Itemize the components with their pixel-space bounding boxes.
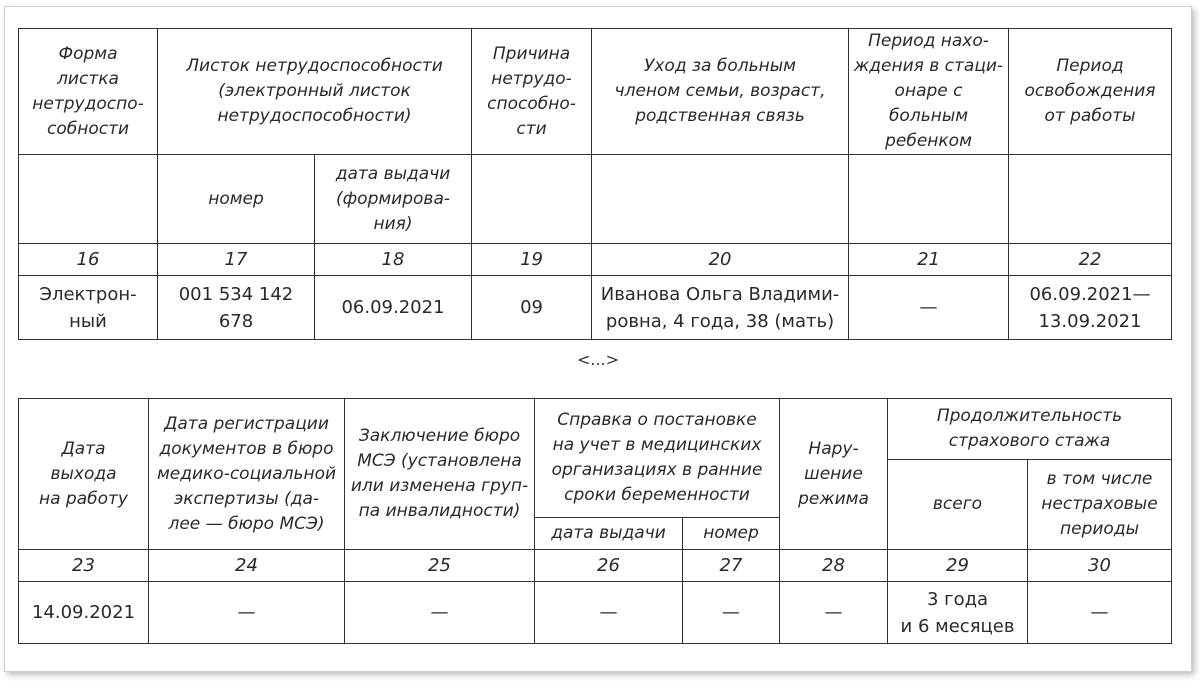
blank-cell xyxy=(592,155,849,244)
header-duration: Продолжительность страхового стажа xyxy=(888,399,1172,460)
column-number: 19 xyxy=(472,244,592,276)
header-sheet: Листок нетрудоспособности (электронный листок нетрудоспособности) xyxy=(158,29,472,155)
value-certificate-number: — xyxy=(683,582,780,644)
value-violation: — xyxy=(780,582,888,644)
sick-leave-table-bottom xyxy=(18,398,1172,644)
column-number: 16 xyxy=(19,244,158,276)
header-non-insurance: в том числе нестраховые периоды xyxy=(1028,460,1172,550)
header-conclusion: Заключение бюро МСЭ (установлена или изменена груп- па инвалидности) xyxy=(345,399,535,550)
blank-cell xyxy=(849,155,1009,244)
value-total: 3 года и 6 месяцев xyxy=(888,582,1028,644)
blank-cell xyxy=(472,155,592,244)
value-hospital: — xyxy=(849,276,1009,340)
sick-leave-table-top xyxy=(18,28,1172,340)
document-page xyxy=(4,6,1192,672)
header-cause: Причина нетрудо- способно- сти xyxy=(472,29,592,155)
header-total: всего xyxy=(888,460,1028,550)
value-form: Электрон- ный xyxy=(19,276,158,340)
column-number: 29 xyxy=(888,550,1028,582)
value-non-insurance: — xyxy=(1028,582,1172,644)
header-issue-date: дата выдачи (формирова- ния) xyxy=(315,155,472,244)
value-number: 001 534 142 678 xyxy=(158,276,315,340)
column-number: 28 xyxy=(780,550,888,582)
header-care: Уход за больным членом семьи, возраст, родственная связь xyxy=(592,29,849,155)
blank-cell xyxy=(19,155,158,244)
value-issue-date: 06.09.2021 xyxy=(315,276,472,340)
header-number: номер xyxy=(683,518,780,550)
column-number: 25 xyxy=(345,550,535,582)
column-number: 18 xyxy=(315,244,472,276)
value-registration: — xyxy=(149,582,345,644)
value-care: Иванова Ольга Владими- ровна, 4 года, 38 (мать) xyxy=(592,276,849,340)
header-number: номер xyxy=(158,155,315,244)
header-certificate: Справка о постановке на учет в медицинских организациях в ранние сроки беременности xyxy=(535,399,780,518)
header-return-date: Дата выхода на работу xyxy=(19,399,149,550)
header-registration: Дата регистрации документов в бюро медико-социальной экспертизы (да- лее — бюро МСЭ) xyxy=(149,399,345,550)
column-number: 20 xyxy=(592,244,849,276)
column-number: 22 xyxy=(1009,244,1172,276)
column-number: 26 xyxy=(535,550,683,582)
header-hospital: Период нахо- ждения в стаци- онаре с больным ребенком xyxy=(849,29,1009,155)
value-cause: 09 xyxy=(472,276,592,340)
header-violation: Нару- шение режима xyxy=(780,399,888,550)
header-form: Форма листка нетрудоспо- собности xyxy=(19,29,158,155)
column-number: 21 xyxy=(849,244,1009,276)
column-number: 23 xyxy=(19,550,149,582)
column-number: 24 xyxy=(149,550,345,582)
value-conclusion: — xyxy=(345,582,535,644)
header-release: Период освобождения от работы xyxy=(1009,29,1172,155)
value-certificate-issue-date: — xyxy=(535,582,683,644)
blank-cell xyxy=(1009,155,1172,244)
value-return-date: 14.09.2021 xyxy=(19,582,149,644)
column-number: 27 xyxy=(683,550,780,582)
value-release: 06.09.2021— 13.09.2021 xyxy=(1009,276,1172,340)
header-issue-date: дата выдачи xyxy=(535,518,683,550)
omission-marker: <...> xyxy=(576,350,620,369)
column-number: 17 xyxy=(158,244,315,276)
column-number: 30 xyxy=(1028,550,1172,582)
